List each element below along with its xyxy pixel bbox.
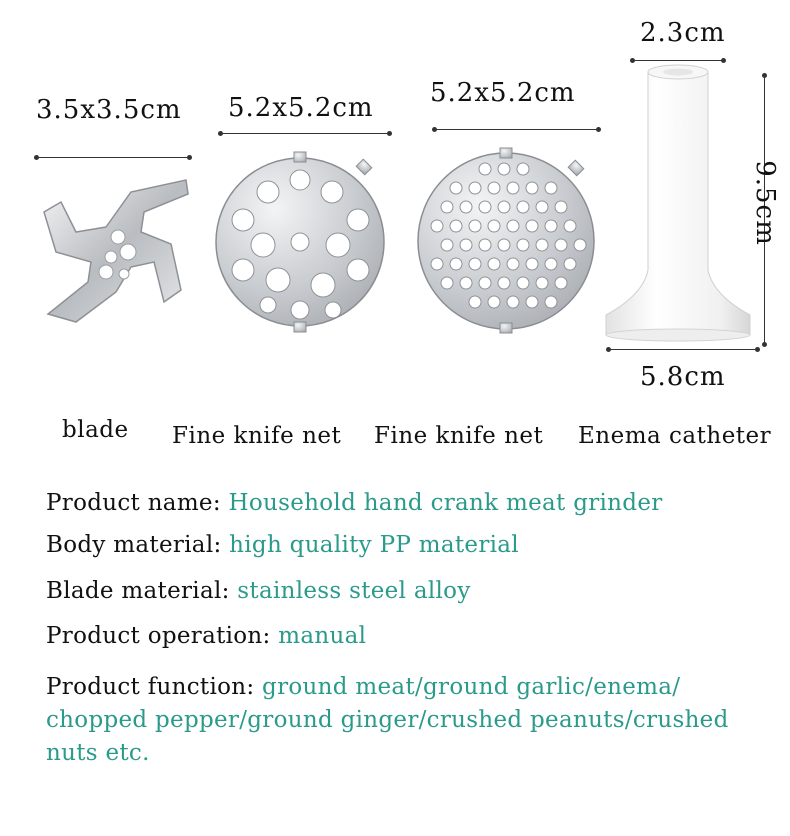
spec-product-operation [46, 623, 366, 649]
blade-icon [36, 172, 196, 327]
tube-bottom-dimension-line [608, 349, 758, 350]
spec-value: stainless steel alloy [237, 578, 471, 604]
tube-top-dimension: 2.3cm [640, 18, 726, 48]
coarse-plate-caption: Fine knife net [172, 423, 342, 449]
tube-bottom-dimension: 5.8cm [640, 362, 726, 392]
spec-value: ground meat/ground garlic/enema/ chopped pepper/ground ginger/crushed peanuts/crushed nuts etc. [46, 674, 729, 766]
fine-plate-dimension-line [434, 129, 599, 130]
spec-value: high quality PP material [229, 532, 519, 558]
spec-label: Blade material: [46, 578, 230, 604]
spec-value: Household hand crank meat grinder [228, 490, 663, 516]
spec-label: Product name: [46, 490, 221, 516]
spec-body-material [46, 532, 519, 558]
coarse-plate-dimension: 5.2x5.2cm [228, 93, 374, 123]
coarse-plate-dimension-line [220, 133, 390, 134]
blade-caption: blade [62, 417, 129, 443]
fine-plate-caption: Fine knife net [374, 423, 544, 449]
blade-dimension: 3.5x3.5cm [36, 95, 182, 125]
spec-value: manual [278, 623, 367, 649]
spec-product-name [46, 490, 663, 516]
spec-product-function [46, 671, 746, 770]
tube-side-dimension: 9.5cm [749, 160, 780, 246]
sausage-tube-icon [598, 60, 758, 350]
spec-label: Product function: [46, 674, 255, 700]
coarse-plate-icon [208, 150, 393, 335]
fine-plate-dimension: 5.2x5.2cm [430, 78, 576, 108]
fine-plate-icon [410, 145, 602, 337]
spec-label: Product operation: [46, 623, 271, 649]
blade-dimension-line [36, 157, 190, 158]
spec-blade-material [46, 578, 471, 604]
tube-caption: Enema catheter [578, 423, 772, 449]
spec-label: Body material: [46, 532, 222, 558]
